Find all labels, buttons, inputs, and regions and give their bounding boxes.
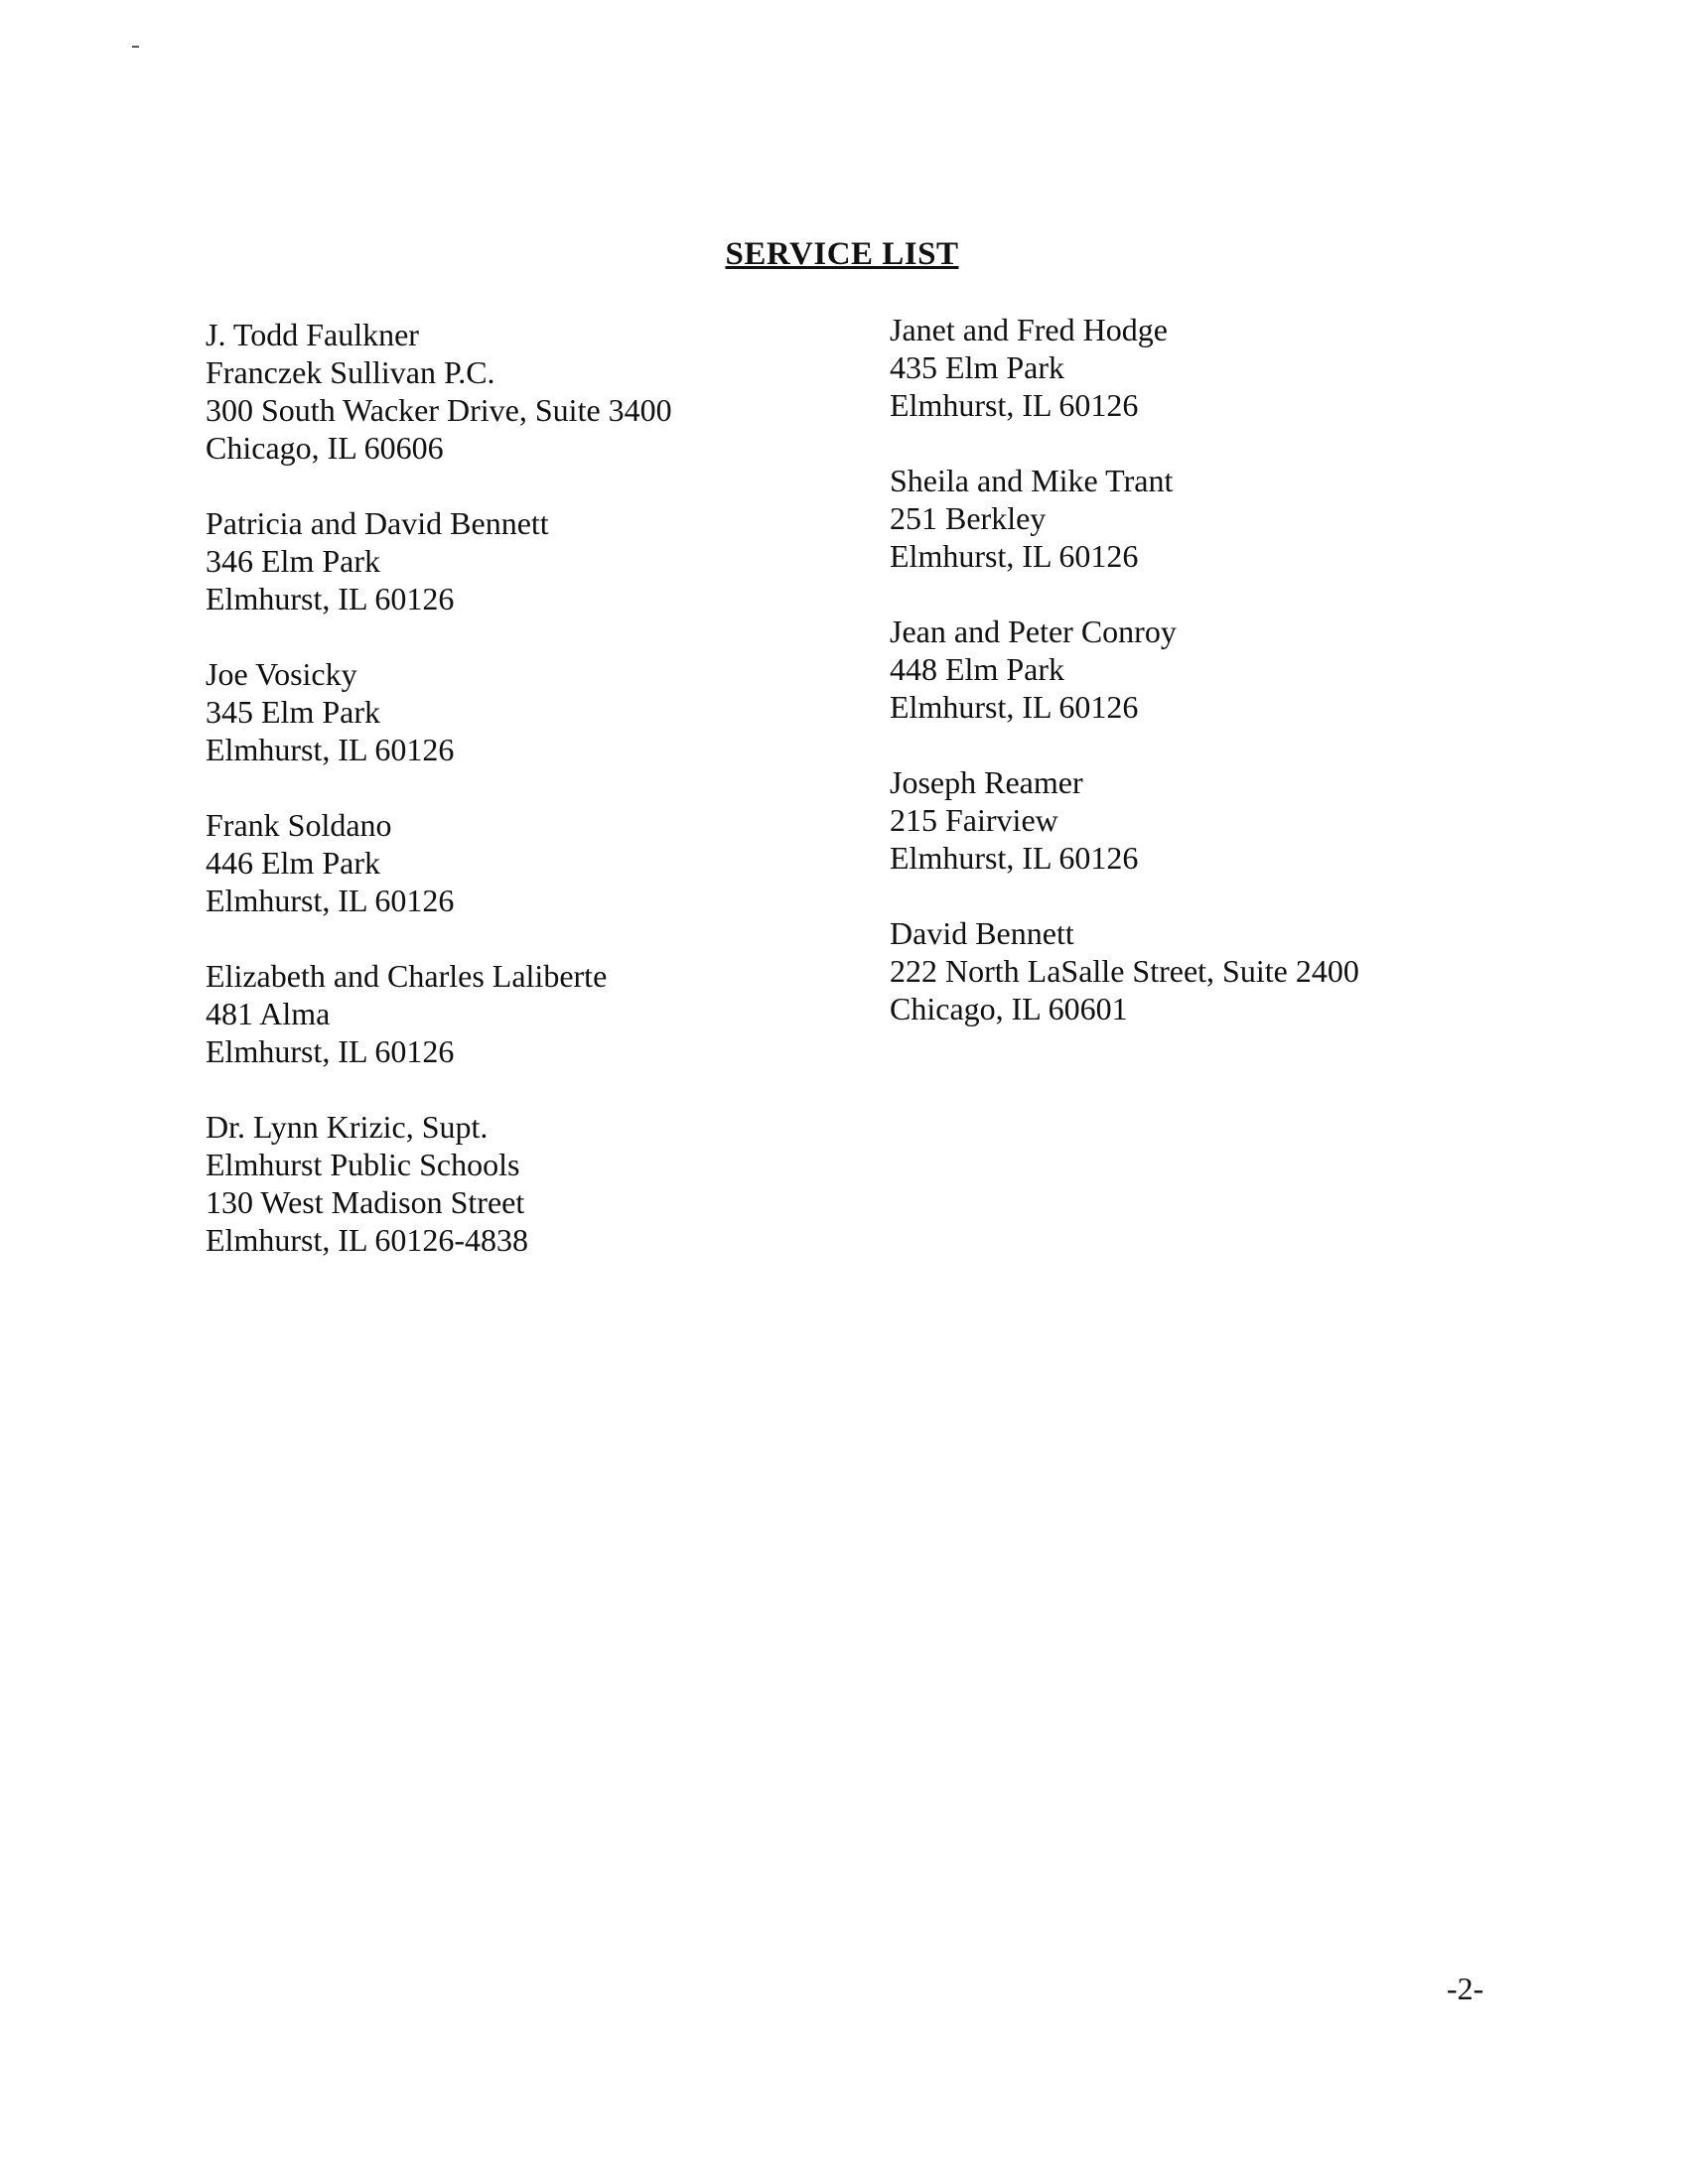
address-line: Elmhurst, IL 60126 [890,689,1139,725]
address-line: Joe Vosicky [206,656,357,692]
address-line: Elmhurst, IL 60126 [890,538,1139,574]
address-line: 251 Berkley [890,500,1047,536]
address-line: Elmhurst, IL 60126-4838 [206,1222,528,1258]
address-entry [890,462,1359,575]
address-line: 346 Elm Park [206,543,380,579]
address-line: 345 Elm Park [206,694,380,730]
address-line: Elmhurst, IL 60126 [890,840,1139,876]
address-entry [890,613,1359,726]
address-line: Sheila and Mike Trant [890,463,1174,498]
address-line: 435 Elm Park [890,349,1064,385]
left-address-column [206,316,672,1297]
address-line: Chicago, IL 60606 [206,430,444,466]
address-entry [206,806,672,919]
address-line: 215 Fairview [890,802,1058,838]
address-entry [890,763,1359,877]
address-entry [206,316,672,467]
address-line: Joseph Reamer [890,764,1083,800]
address-line: David Bennett [890,915,1074,951]
address-line: 300 South Wacker Drive, Suite 3400 [206,392,672,428]
address-line: Franczek Sullivan P.C. [206,354,495,390]
address-line: Elmhurst, IL 60126 [890,387,1139,423]
address-entry [206,655,672,768]
address-line: Elmhurst, IL 60126 [206,581,455,616]
address-line: Jean and Peter Conroy [890,614,1177,649]
address-line: Elmhurst Public Schools [206,1147,520,1182]
right-address-column [890,311,1359,1065]
address-line: Dr. Lynn Krizic, Supt. [206,1109,489,1145]
address-line: Elizabeth and Charles Laliberte [206,958,608,994]
address-line: Janet and Fred Hodge [890,312,1168,347]
address-entry [206,957,672,1070]
address-line: J. Todd Faulkner [206,317,419,352]
address-line: 448 Elm Park [890,651,1064,687]
address-line: 130 West Madison Street [206,1184,525,1220]
address-line: 446 Elm Park [206,845,380,881]
address-line: Chicago, IL 60601 [890,991,1128,1026]
address-entry [206,1108,672,1259]
address-entry [890,311,1359,424]
address-line: 481 Alma [206,996,331,1031]
address-line: Elmhurst, IL 60126 [206,883,455,918]
address-line: Patricia and David Bennett [206,505,549,541]
page-number: -2- [1447,1971,1484,2006]
address-entry [206,504,672,617]
page-title: SERVICE LIST [725,236,959,272]
address-entry [890,914,1359,1027]
address-line: Elmhurst, IL 60126 [206,732,455,767]
address-line: 222 North LaSalle Street, Suite 2400 [890,953,1359,989]
address-line: Elmhurst, IL 60126 [206,1033,455,1069]
address-line: Frank Soldano [206,807,392,843]
scan-artifact [132,46,139,48]
